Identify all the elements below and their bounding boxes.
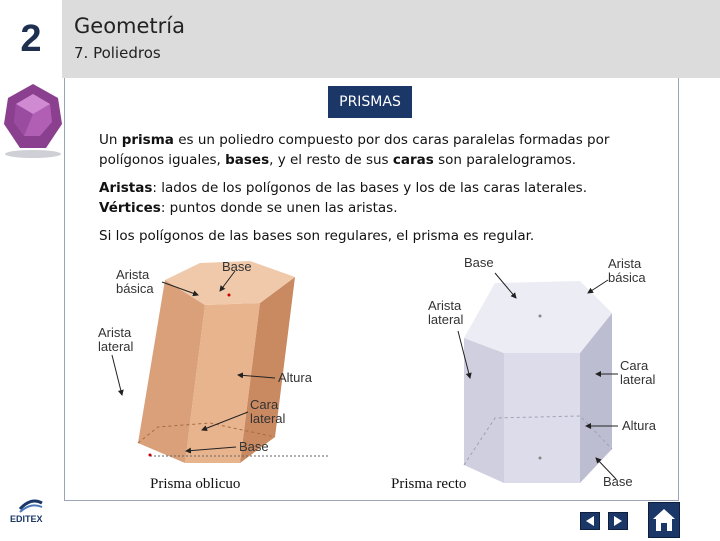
definition-prisma — [99, 130, 669, 170]
label-altura: Altura — [278, 370, 312, 385]
right-prism-figure — [420, 253, 670, 493]
label-arista-basica: Arista — [608, 256, 642, 271]
home-button[interactable] — [648, 502, 680, 538]
label-arista-lateral: Arista — [98, 325, 132, 340]
caption-prisma-oblicuo: Prisma oblicuo — [150, 476, 241, 492]
prev-button[interactable] — [580, 512, 600, 530]
definition-aristas-vertices — [99, 178, 669, 218]
label-altura: Altura — [622, 418, 656, 433]
home-icon — [649, 503, 679, 537]
label-arista-lateral: lateral — [428, 312, 464, 327]
section-title-prismas[interactable]: PRISMAS — [328, 86, 412, 118]
term-vertices: Vértices — [99, 200, 161, 216]
label-base: Base — [222, 259, 252, 274]
label-cara-lateral: Cara — [250, 397, 279, 412]
label-base: Base — [603, 474, 633, 489]
definition-prisma-regular: Si los polígonos de las bases son regulares, el prisma es regular. — [99, 228, 535, 244]
term-bases: bases — [225, 152, 270, 168]
next-button[interactable] — [608, 512, 628, 530]
label-arista-basica: Arista — [116, 267, 150, 282]
label-base: Base — [464, 255, 494, 270]
editex-logo-icon — [18, 497, 44, 513]
oblique-prism-figure — [90, 255, 340, 470]
label-arista-basica: básica — [608, 270, 646, 285]
dodecahedron-icon — [0, 80, 66, 160]
page-title: Geometría — [74, 14, 185, 38]
triangle-right-icon — [609, 513, 627, 529]
text-fragment: es un poliedro compuesto por dos caras paralelas formadas por polígonos iguales, — [99, 132, 610, 168]
text-fragment: : lados de los polígonos de las bases y los de las caras laterales. — [152, 180, 588, 196]
triangle-left-icon — [581, 513, 599, 529]
term-prisma: prisma — [121, 132, 174, 148]
label-cara-lateral: lateral — [620, 372, 656, 387]
term-caras: caras — [392, 152, 434, 168]
text-fragment: Un — [99, 132, 122, 148]
term-aristas: Aristas — [99, 180, 153, 196]
text-fragment: son paralelogramos. — [433, 152, 577, 168]
page-subtitle: 7. Poliedros — [74, 44, 161, 62]
label-arista-basica: básica — [116, 281, 154, 296]
text-fragment: : puntos donde se unen las aristas. — [160, 200, 398, 216]
label-cara-lateral: Cara — [620, 358, 649, 373]
chapter-number: 2 — [0, 0, 62, 78]
label-cara-lateral: lateral — [250, 411, 286, 426]
label-base: Base — [239, 439, 269, 454]
text-fragment: , y el resto de sus — [269, 152, 393, 168]
editex-logo-text: EDITEX — [10, 514, 43, 524]
caption-prisma-recto: Prisma recto — [391, 476, 467, 492]
label-arista-lateral: lateral — [98, 339, 134, 354]
header-bar — [0, 0, 720, 78]
label-arista-lateral: Arista — [428, 298, 462, 313]
